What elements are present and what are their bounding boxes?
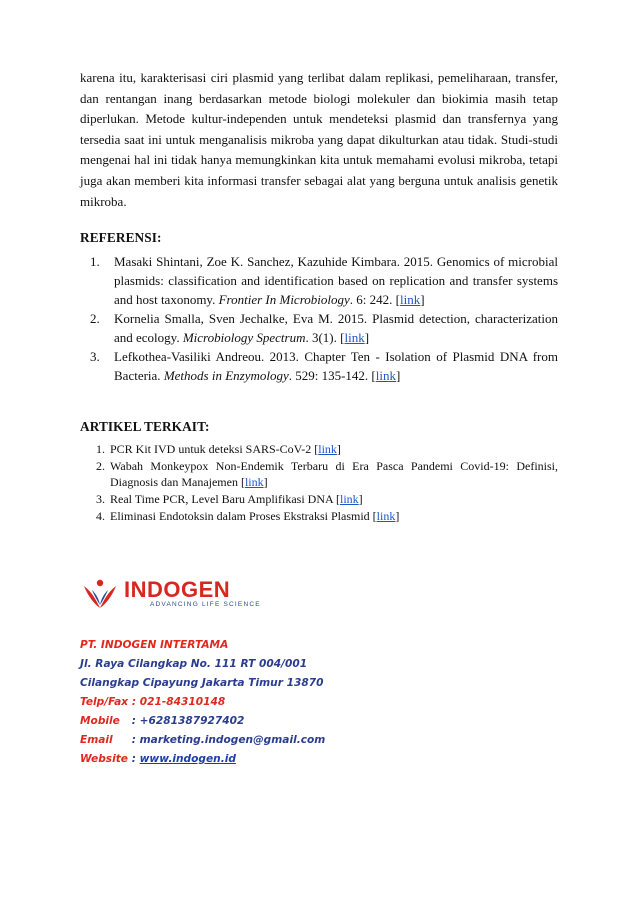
website-line [80, 750, 558, 769]
email-line [80, 731, 558, 750]
reference-item [80, 252, 558, 309]
reference-text: Lefkothea-Vasiliki Andreou. 2013. Chapter Ten - Isolation of Plasmid DNA from Bacteria. [114, 349, 558, 384]
article-link[interactable]: link [244, 475, 264, 490]
address-line-2: Cilangkap Cipayung Jakarta Timur 13870 [80, 677, 324, 690]
related-article-item [80, 458, 558, 491]
reference-bracket: ] [396, 368, 401, 384]
website-separator: : [131, 753, 140, 766]
article-bracket: ] [263, 475, 268, 490]
article-number: 3. [96, 491, 105, 506]
article-title: Wabah Monkeypox Non-Endemik Terbaru di Era Pasca Pandemi Covid-19: Definisi, Diagnosis dan Manajemen [ [110, 458, 558, 490]
website-label: Website [80, 753, 128, 766]
body-paragraph: karena itu, karakterisasi ciri plasmid yang terlibat dalam replikasi, pemeliharaan, transfer, dan rentangan inang berdasarkan metode biologi molekuler dan biokimia masih tetap diperlukan. Metode kultur-independen untuk mendeteksi plasmid dan transfernya yang tersedia saat ini untuk menganalisis mikroba yang dapat dikulturkan atau tidak. Studi-studi mengenai hal ini tidak hanya memungkinkan kita untuk memahami evolusi mikroba, tetapi juga akan memberi kita informasi transfer sebagai alat yang berguna untuk analisis genetik mikroba. [80, 70, 558, 209]
telp-fax: Telp/Fax : 021-84310148 [80, 696, 226, 709]
reference-journal: Methods in Enzymology [163, 368, 289, 384]
reference-link[interactable]: link [375, 368, 396, 384]
email-value: : marketing.indogen@gmail.com [131, 734, 326, 747]
article-bracket: ] [358, 491, 363, 506]
company-name: PT. INDOGEN INTERTAMA [80, 639, 229, 652]
reference-text-after: . 6: 242. [ [349, 292, 400, 308]
reference-number: 1. [90, 254, 100, 270]
related-article-item [80, 508, 558, 525]
reference-text-after: . 529: 135-142. [ [288, 368, 376, 384]
article-number: 2. [96, 458, 105, 473]
reference-bracket: ] [364, 330, 370, 346]
mobile-value: : +6281387927402 [131, 715, 245, 728]
related-articles-list [80, 441, 558, 524]
reference-text-after: . 3(1). [ [305, 330, 345, 346]
article-link[interactable]: link [340, 491, 359, 506]
article-number: 1. [96, 442, 105, 457]
reference-bracket: ] [420, 292, 425, 308]
reference-text: Kornelia Smalla, Sven Jechalke, Eva M. 2015. Plasmid detection, characterization and ecology. [114, 311, 558, 346]
reference-number: 2. [90, 311, 100, 327]
article-link[interactable]: link [376, 508, 396, 523]
reference-item [80, 309, 558, 347]
address-line-1: Jl. Raya Cilangkap No. 111 RT 004/001 [80, 658, 308, 671]
indogen-logo [80, 574, 558, 614]
reference-journal: Microbiology Spectrum [182, 330, 306, 346]
logo-brand-text: INDOGEN [124, 577, 231, 603]
references-heading: REFERENSI: [80, 230, 162, 246]
reference-journal: Frontier In Microbiology [218, 292, 350, 308]
mobile-line [80, 712, 558, 731]
article-title: Eliminasi Endotoksin dalam Proses Ekstraksi Plasmid [ [110, 508, 377, 523]
article-bracket: ] [336, 442, 341, 457]
article-number: 4. [96, 508, 105, 523]
related-articles-heading: ARTIKEL TERKAIT: [80, 419, 210, 435]
email-label: Email [80, 734, 113, 747]
reference-item [80, 347, 558, 385]
article-title: Real Time PCR, Level Baru Amplifikasi DNA [ [110, 491, 340, 506]
article-title: PCR Kit IVD untuk deteksi SARS-CoV-2 [ [110, 442, 319, 457]
contact-block [80, 636, 558, 769]
indogen-logo-mark-icon [80, 578, 120, 610]
references-list [80, 252, 558, 385]
reference-link[interactable]: link [344, 330, 365, 346]
reference-link[interactable]: link [399, 292, 421, 308]
related-article-item [80, 441, 558, 458]
website-link[interactable]: www.indogen.id [139, 753, 236, 766]
related-article-item [80, 491, 558, 508]
reference-number: 3. [90, 349, 100, 365]
article-bracket: ] [395, 508, 400, 523]
mobile-label: Mobile [80, 715, 120, 728]
reference-text: Masaki Shintani, Zoe K. Sanchez, Kazuhide Kimbara. 2015. Genomics of microbial plasmids: classification and identification based on replication and transfer systems and host taxonomy. [114, 254, 558, 308]
article-link[interactable]: link [318, 442, 337, 457]
logo-tagline: ADVANCING LIFE SCIENCE [150, 601, 261, 609]
